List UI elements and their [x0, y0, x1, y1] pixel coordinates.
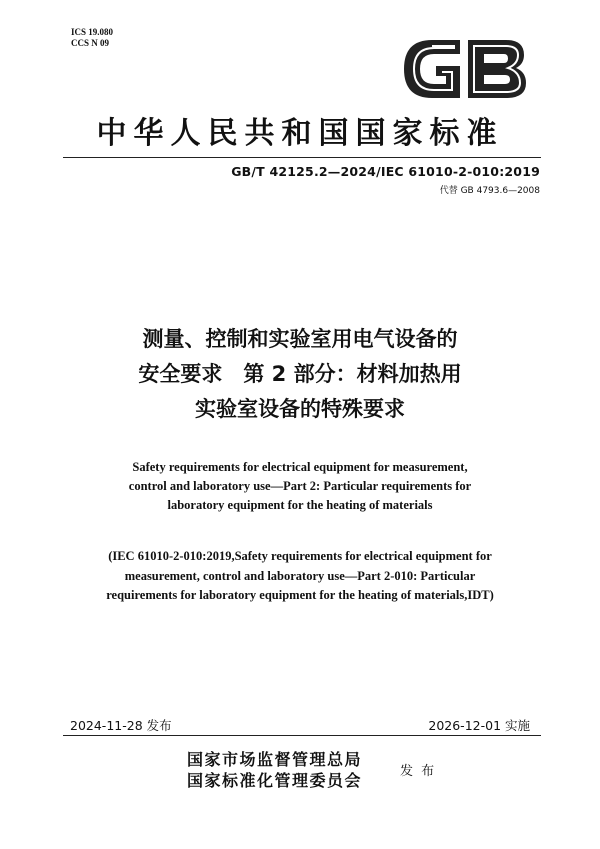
issuing-organizations: [187, 749, 362, 791]
iec-equivalence-note: [30, 547, 570, 606]
classification-codes: [71, 27, 113, 49]
english-title-line: laboratory equipment for the heating of materials: [167, 498, 433, 512]
iec-note-line: requirements for laboratory equipment for the heating of materials,IDT): [106, 588, 494, 602]
iec-note-line: (IEC 61010-2-010:2019,Safety requirements for electrical equipment for: [108, 549, 492, 563]
implement-date: 2026-12-01 实施: [428, 718, 530, 733]
top-divider: [63, 157, 541, 158]
ccs-code: CCS N 09: [71, 38, 110, 48]
issuer-org: 国家市场监督管理总局: [187, 750, 363, 769]
english-title-line: Safety requirements for electrical equipment for measurement,: [132, 460, 468, 474]
standard-type-heading: 中华人民共和国国家标准: [96, 116, 504, 151]
bottom-divider: [63, 735, 541, 736]
issue-label: 发 布: [400, 764, 437, 779]
replaces-note: 代替 GB 4793.6—2008: [439, 186, 540, 196]
standard-number: GB/T 42125.2—2024/IEC 61010-2-010:2019: [231, 164, 540, 179]
gb-logo: [402, 38, 528, 100]
chinese-title-line: 实验室设备的特殊要求: [195, 397, 405, 421]
chinese-title-line: 测量、控制和实验室用电气设备的: [142, 327, 458, 351]
chinese-title-line: 安全要求 第 2 部分：材料加热用: [138, 362, 462, 386]
english-title: [40, 458, 560, 515]
iec-note-line: measurement, control and laboratory use—Part 2-010: Particular: [124, 568, 476, 583]
issuer-org: 国家标准化管理委员会: [187, 771, 363, 790]
chinese-title: [40, 322, 560, 427]
english-title-line: control and laboratory use—Part 2: Particular requirements for: [128, 479, 472, 493]
ics-code: ICS 19.080: [71, 27, 114, 37]
publish-date: 2024-11-28 发布: [70, 718, 172, 733]
